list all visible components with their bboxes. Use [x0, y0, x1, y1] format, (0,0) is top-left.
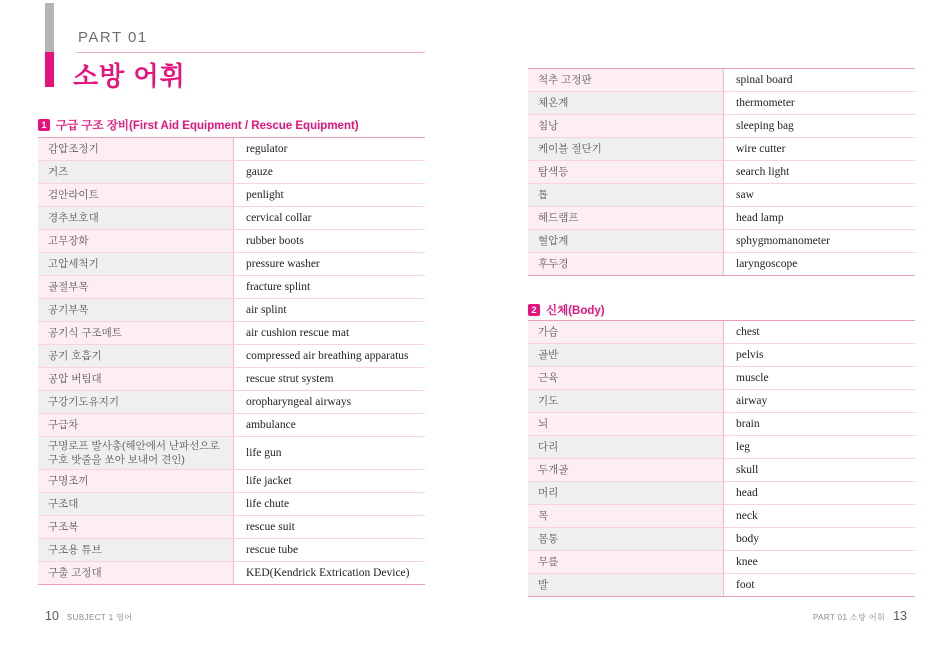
english-term-cell: saw [736, 189, 754, 201]
table-row [528, 505, 915, 528]
english-term-cell: pelvis [736, 349, 764, 361]
section-header-body [528, 302, 605, 318]
chapter-title: 소방 어휘 [73, 61, 186, 91]
table-row [528, 69, 915, 92]
korean-term-cell: 공압 버팀대 [38, 368, 234, 390]
korean-term-cell: 다리 [528, 436, 724, 458]
korean-term-cell: 감압조정기 [38, 138, 234, 160]
english-term-cell: pressure washer [246, 258, 320, 270]
table-row [528, 482, 915, 505]
korean-term-cell: 혈압계 [528, 230, 724, 252]
english-term-cell: foot [736, 579, 755, 591]
english-term-cell: airway [736, 395, 768, 407]
footer-label-left: SUBJECT 1 영어 [66, 613, 133, 622]
korean-term-cell: 탐색등 [528, 161, 724, 183]
table-row [38, 539, 425, 562]
english-term-cell: regulator [246, 143, 288, 155]
english-term-cell: head lamp [736, 212, 784, 224]
korean-term-cell: 검안라이트 [38, 184, 234, 206]
english-term-cell: rubber boots [246, 235, 304, 247]
table-row [38, 414, 425, 437]
table-row [38, 562, 425, 584]
table-row [38, 322, 425, 345]
english-term-cell: gauze [246, 166, 273, 178]
footer-right [813, 609, 907, 623]
section-title: 신체(Body) [546, 305, 605, 317]
korean-term-cell: 헤드램프 [528, 207, 724, 229]
table-row [38, 437, 425, 470]
english-term-cell: knee [736, 556, 758, 568]
korean-term-cell: 목 [528, 505, 724, 527]
english-term-cell: sphygmomanometer [736, 235, 830, 247]
part-label: PART 01 [78, 29, 148, 46]
korean-term-cell: 무릎 [528, 551, 724, 573]
english-term-cell: penlight [246, 189, 284, 201]
english-term-cell: life gun [246, 447, 282, 460]
korean-term-cell: 고무장화 [38, 230, 234, 252]
table-row [38, 253, 425, 276]
english-term-cell: KED(Kendrick Extrication Device) [246, 567, 410, 580]
section-number-badge: 1 [38, 119, 50, 131]
vocab-table-equipment-continued [528, 68, 915, 276]
english-term-cell: rescue tube [246, 544, 299, 557]
table-row [528, 184, 915, 207]
table-row [528, 207, 915, 230]
table-row [38, 368, 425, 391]
table-row [38, 276, 425, 299]
korean-term-cell: 구강기도유지기 [38, 391, 234, 413]
english-term-cell: leg [736, 441, 751, 453]
korean-term-cell: 근육 [528, 367, 724, 389]
english-term-cell: neck [736, 510, 758, 522]
english-term-cell: rescue suit [246, 521, 295, 534]
korean-term-cell: 구조대 [38, 493, 234, 515]
korean-term-cell: 구명로프 발사총(해안에서 난파선으로 구호 밧줄을 쏘아 보내어 견인) [38, 437, 234, 469]
chapter-bar-gray [45, 3, 54, 52]
english-term-cell: head [736, 487, 758, 499]
korean-term-cell: 몸통 [528, 528, 724, 550]
chapter-bar-pink [45, 52, 54, 87]
english-term-cell: ambulance [246, 419, 296, 431]
korean-term-cell: 머리 [528, 482, 724, 504]
korean-term-cell: 케이블 절단기 [528, 138, 724, 160]
english-term-cell: thermometer [736, 97, 795, 109]
korean-term-cell: 구급차 [38, 414, 234, 436]
korean-term-cell: 골반 [528, 344, 724, 366]
korean-term-cell: 고압세척기 [38, 253, 234, 275]
english-term-cell: sleeping bag [736, 120, 794, 132]
korean-term-cell: 공기식 구조매트 [38, 322, 234, 344]
table-row [38, 161, 425, 184]
english-term-cell: oropharyngeal airways [246, 396, 352, 408]
english-term-cell: wire cutter [736, 143, 786, 155]
table-row [528, 551, 915, 574]
korean-term-cell: 공기부목 [38, 299, 234, 321]
korean-term-cell: 척추 고정판 [528, 69, 724, 91]
table-row [38, 493, 425, 516]
table-row [38, 345, 425, 368]
footer-label-right: PART 01 소방 어휘 [812, 613, 886, 622]
korean-term-cell: 톱 [528, 184, 724, 206]
section-title: 구급 구조 장비(First Aid Equipment / Rescue Equipment) [56, 120, 359, 132]
footer-left [45, 609, 132, 623]
table-row [528, 92, 915, 115]
english-term-cell: air splint [246, 304, 287, 316]
korean-term-cell: 구명조끼 [38, 470, 234, 492]
korean-term-cell: 후두경 [528, 253, 724, 275]
korean-term-cell: 공기 호흡기 [38, 345, 234, 367]
english-term-cell: spinal board [736, 74, 793, 86]
table-row [528, 367, 915, 390]
table-row [38, 138, 425, 161]
table-row [528, 528, 915, 551]
korean-term-cell: 기도 [528, 390, 724, 412]
korean-term-cell: 두개골 [528, 459, 724, 481]
english-term-cell: skull [736, 464, 759, 476]
english-term-cell: fracture splint [246, 281, 311, 293]
vocab-table-equipment [38, 137, 425, 585]
english-term-cell: muscle [736, 372, 769, 384]
english-term-cell: body [736, 533, 759, 545]
korean-term-cell: 침낭 [528, 115, 724, 137]
section-number-badge: 2 [528, 304, 540, 316]
table-row [38, 516, 425, 539]
table-row [38, 299, 425, 322]
english-term-cell: life chute [246, 498, 290, 511]
korean-term-cell: 발 [528, 574, 724, 596]
page-number-left: 10 [45, 609, 59, 623]
section-header-equipment [38, 117, 359, 133]
english-term-cell: laryngoscope [736, 258, 798, 270]
english-term-cell: rescue strut system [246, 373, 334, 385]
table-row [38, 184, 425, 207]
table-row [528, 390, 915, 413]
table-row [528, 115, 915, 138]
english-term-cell: air cushion rescue mat [246, 327, 350, 339]
table-row [38, 230, 425, 253]
table-row [528, 459, 915, 482]
english-term-cell: compressed air breathing apparatus [246, 350, 409, 362]
korean-term-cell: 골절부목 [38, 276, 234, 298]
page-number-right: 13 [893, 609, 907, 623]
part-underline [76, 52, 425, 53]
english-term-cell: brain [736, 418, 760, 430]
table-row [528, 413, 915, 436]
table-row [38, 391, 425, 414]
english-term-cell: chest [736, 326, 760, 338]
table-row [528, 574, 915, 596]
vocab-table-body [528, 320, 915, 597]
korean-term-cell: 경추보호대 [38, 207, 234, 229]
korean-term-cell: 구조용 튜브 [38, 539, 234, 561]
korean-term-cell: 가슴 [528, 321, 724, 343]
table-row [38, 207, 425, 230]
korean-term-cell: 구조복 [38, 516, 234, 538]
table-row [528, 253, 915, 275]
table-row [528, 321, 915, 344]
table-row [528, 161, 915, 184]
english-term-cell: life jacket [246, 475, 292, 488]
table-row [528, 138, 915, 161]
korean-term-cell: 거즈 [38, 161, 234, 183]
korean-term-cell: 구출 고정대 [38, 562, 234, 584]
korean-term-cell: 뇌 [528, 413, 724, 435]
english-term-cell: cervical collar [246, 212, 312, 224]
korean-term-cell: 체온계 [528, 92, 724, 114]
table-row [528, 436, 915, 459]
table-row [38, 470, 425, 493]
english-term-cell: search light [736, 166, 790, 178]
table-row [528, 230, 915, 253]
table-row [528, 344, 915, 367]
